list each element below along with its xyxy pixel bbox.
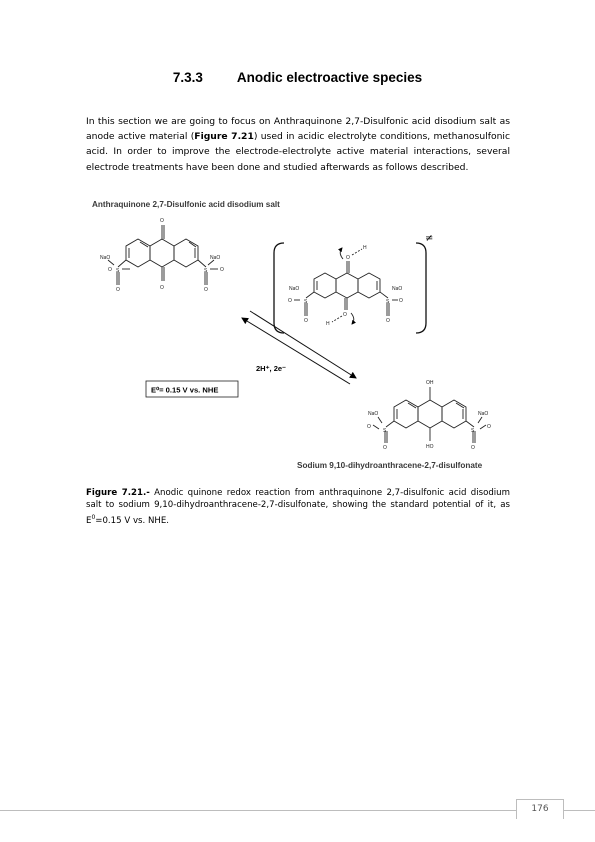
reaction-figure <box>86 195 526 477</box>
atom-o: O <box>399 298 403 304</box>
atom-ho: HO <box>426 444 434 450</box>
paragraph-text-1: In this section we are going to focus on Anthraquinone 2,7-Disulfonic acid disodium salt as anode active material ( <box>86 116 510 143</box>
body-paragraph <box>86 114 510 175</box>
atom-s: S <box>204 268 208 274</box>
atom-o: O <box>346 255 350 261</box>
atom-o: O <box>204 287 208 293</box>
section-heading <box>0 70 595 85</box>
atom-s: S <box>304 299 308 305</box>
reaction-conditions: 2H⁺, 2e⁻ <box>256 364 287 373</box>
equilibrium-arrows <box>242 311 356 384</box>
atom-o: O <box>160 285 164 291</box>
product-label: Sodium 9,10-dihydroanthracene-2,7-disulfonate <box>297 461 483 470</box>
atom-nao: NaO <box>210 255 221 261</box>
page-number: 176 <box>516 799 564 819</box>
figure-caption <box>86 487 510 527</box>
atom-o: O <box>108 267 112 273</box>
caption-text-after: =0.15 V vs. NHE. <box>95 515 170 526</box>
transition-mark: ≠ <box>425 233 434 244</box>
figure-reference: Figure 7.21 <box>194 131 254 143</box>
atom-o: O <box>304 318 308 324</box>
atom-nao: NaO <box>100 255 111 261</box>
reactant-label: Anthraquinone 2,7-Disulfonic acid disodium salt <box>92 200 280 209</box>
atom-o: O <box>487 424 491 430</box>
reactant-molecule <box>108 225 221 285</box>
atom-oh: OH <box>426 380 434 386</box>
atom-s: S <box>471 428 475 434</box>
atom-h: H <box>363 245 367 251</box>
atom-s: S <box>116 268 120 274</box>
atom-nao: NaO <box>478 411 489 417</box>
atom-o: O <box>367 424 371 430</box>
atom-o: O <box>386 318 390 324</box>
atom-o: O <box>220 267 224 273</box>
atom-o: O <box>288 298 292 304</box>
atom-s: S <box>383 428 387 434</box>
atom-nao: NaO <box>289 286 300 292</box>
atom-o: O <box>383 445 387 451</box>
atom-o: O <box>471 445 475 451</box>
footer-rule <box>0 810 595 811</box>
atom-o: O <box>160 218 164 224</box>
product-atom-labels <box>367 380 491 451</box>
atom-o: O <box>116 287 120 293</box>
atom-h: H <box>326 321 330 327</box>
atom-nao: NaO <box>368 411 379 417</box>
reaction-scheme-svg <box>86 195 526 477</box>
product-molecule <box>373 387 489 443</box>
atom-s: S <box>386 299 390 305</box>
paragraph-text-2: ) used in acidic electrolyte conditions, methanosulfonic acid. In order to improve the electrode-electrolyte active material interactions, several electrode treatments have been done and studied afterwards as follows described. <box>86 131 510 173</box>
atom-nao: NaO <box>392 286 403 292</box>
potential-label: E⁰= 0.15 V vs. NHE <box>151 385 219 395</box>
section-title: Anodic electroactive species <box>236 70 423 85</box>
section-number: 7.3.3 <box>172 70 203 85</box>
caption-text-before: Anodic quinone redox reaction from anthraquinone 2,7-disulfonic acid disodium salt to sodium 9,10-dihydroanthracene-2,7-disulfonate, showing the standard potential of it, as E <box>86 488 510 526</box>
caption-superscript: 0 <box>91 513 96 521</box>
atom-o: O <box>343 312 347 318</box>
caption-label: Figure 7.21.- <box>86 488 150 498</box>
